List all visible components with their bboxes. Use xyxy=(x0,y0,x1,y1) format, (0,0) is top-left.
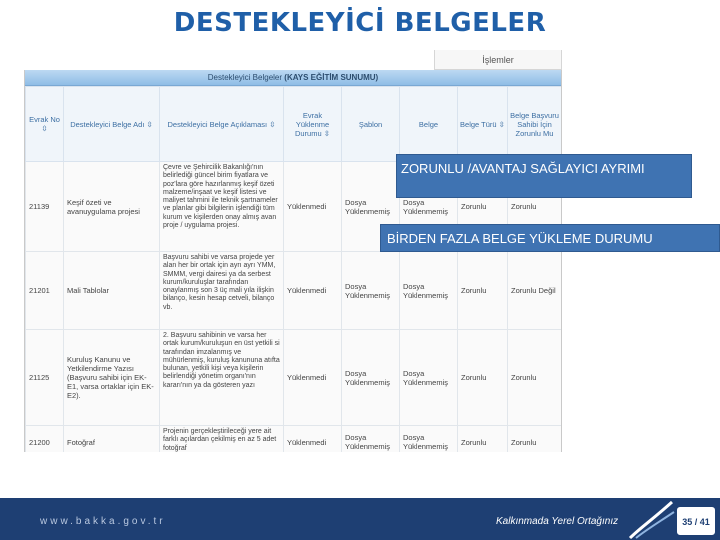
panel-header-subtitle: (KAYS EĞİTİM SUNUMU) xyxy=(284,73,379,82)
cell-belge-link[interactable]: Dosya Yüklenmemiş xyxy=(400,162,458,252)
column-header-belge-turu[interactable]: Belge Türü ⇳ xyxy=(458,87,508,162)
column-header-yuklenme-durumu[interactable]: Evrak Yüklenme Durumu ⇳ xyxy=(284,87,342,162)
table-row xyxy=(26,330,562,426)
column-header-belge-adi[interactable]: Destekleyici Belge Adı ⇳ xyxy=(64,87,160,162)
footer-url[interactable]: www.bakka.gov.tr xyxy=(40,516,166,527)
cell-yuklenme-durumu: Yüklenmedi xyxy=(284,426,342,453)
column-header-belge-aciklamasi[interactable]: Destekleyici Belge Açıklaması ⇳ xyxy=(160,87,284,162)
supporting-documents-panel xyxy=(24,70,562,452)
cell-sablon-link[interactable]: Dosya Yüklenmemiş xyxy=(342,252,400,330)
cell-evrak-no: 21125 xyxy=(26,330,64,426)
cell-belge-turu: Zorunlu xyxy=(458,426,508,453)
multiple-upload-callout: BİRDEN FAZLA BELGE YÜKLEME DURUMU xyxy=(380,224,720,252)
column-header-zorunlu-mu: Belge Başvuru Sahibi İçin Zorunlu Mu xyxy=(508,87,562,162)
cell-zorunlu-mu: Zorunlu xyxy=(508,426,562,453)
logo-swoosh-icon xyxy=(626,498,676,540)
documents-table xyxy=(25,86,562,452)
table-header-row xyxy=(26,87,562,162)
cell-belge-adi: Fotoğraf xyxy=(64,426,160,453)
cell-zorunlu-mu: Zorunlu xyxy=(508,162,562,252)
cell-belge-adi: Keşif özeti ve avanuygulama projesi xyxy=(64,162,160,252)
cell-belge-aciklamasi: Çevre ve Şehircilik Bakanlığı'nın belirlediği güncel birim fiyatlara ve poz'lara göre hazırlanmış keşif özeti malzeme/inşaat ve keşif listesi ve maliyet tahmini ile teknik şartnameler ve planlar gibi bilgilerin işlendiği tüm kurum ve kişilerden onay almış avan proje / uygulama projesi. xyxy=(160,162,284,252)
cell-evrak-no: 21200 xyxy=(26,426,64,453)
footer-bar xyxy=(0,498,720,540)
cell-yuklenme-durumu: Yüklenmedi xyxy=(284,252,342,330)
column-header-sablon: Şablon xyxy=(342,87,400,162)
cell-yuklenme-durumu: Yüklenmedi xyxy=(284,330,342,426)
cell-belge-turu: Zorunlu xyxy=(458,252,508,330)
cell-belge-link[interactable]: Dosya Yüklenmemiş xyxy=(400,426,458,453)
panel-header xyxy=(25,70,561,86)
panel-header-title: Destekleyici Belgeler xyxy=(207,73,283,82)
cell-evrak-no: 21139 xyxy=(26,162,64,252)
cell-belge-turu: Zorunlu xyxy=(458,162,508,252)
cell-belge-link[interactable]: Dosya Yüklenmemiş xyxy=(400,252,458,330)
footer-slogan: Kalkınmada Yerel Ortağınız xyxy=(496,516,619,527)
column-header-evrak-no[interactable]: Evrak No ⇳ xyxy=(26,87,64,162)
cell-belge-aciklamasi: Başvuru sahibi ve varsa projede yer alan her bir ortak için ayrı ayrı YMM, SMMM, vergi dairesi ya da serbest kurum/kuruluşlar tarafından onaylanmış son 3 üç mali yıla ilişkin bilanço, kesin hesap cetveli, bilanço vb. xyxy=(160,252,284,330)
cell-belge-aciklamasi: Projenin gerçekleştirileceği yere ait farklı açılardan çekilmiş en az 5 adet fotoğraf xyxy=(160,426,284,453)
cell-evrak-no: 21201 xyxy=(26,252,64,330)
mandatory-advantage-callout: ZORUNLU /AVANTAJ SAĞLAYICI AYRIMI xyxy=(396,154,692,198)
column-header-belge: Belge xyxy=(400,87,458,162)
page-number: 35 / 41 xyxy=(676,506,716,536)
cell-yuklenme-durumu: Yüklenmedi xyxy=(284,162,342,252)
cell-sablon-link[interactable]: Dosya Yüklenmemiş xyxy=(342,330,400,426)
operations-tab[interactable]: İşlemler xyxy=(434,50,562,70)
cell-belge-aciklamasi: 2. Başvuru sahibinin ve varsa her ortak kurum/kuruluşun en üst yetkili si tarafından imzalanmış ve mühürlenmiş, kuruluş kanununa atıfta bulunan, yetkili kişi veya kişilerin belirlendiği yönetim organı'nın kararı'nın ya da gösteren yazı xyxy=(160,330,284,426)
cell-zorunlu-mu: Zorunlu xyxy=(508,330,562,426)
cell-belge-turu: Zorunlu xyxy=(458,330,508,426)
table-row xyxy=(26,252,562,330)
cell-sablon-link[interactable]: Dosya Yüklenmemiş xyxy=(342,426,400,453)
cell-belge-adi: Kuruluş Kanunu ve Yetkilendirme Yazısı (Başvuru sahibi için EK-E1, varsa ortaklar için EK-E2). xyxy=(64,330,160,426)
cell-zorunlu-mu: Zorunlu Değil xyxy=(508,252,562,330)
table-row xyxy=(26,426,562,453)
cell-belge-link[interactable]: Dosya Yüklenmemiş xyxy=(400,330,458,426)
cell-belge-adi: Mali Tablolar xyxy=(64,252,160,330)
cell-sablon-link[interactable]: Dosya Yüklenmemiş xyxy=(342,162,400,252)
slide-title: DESTEKLEYİCİ BELGELER xyxy=(173,8,547,38)
